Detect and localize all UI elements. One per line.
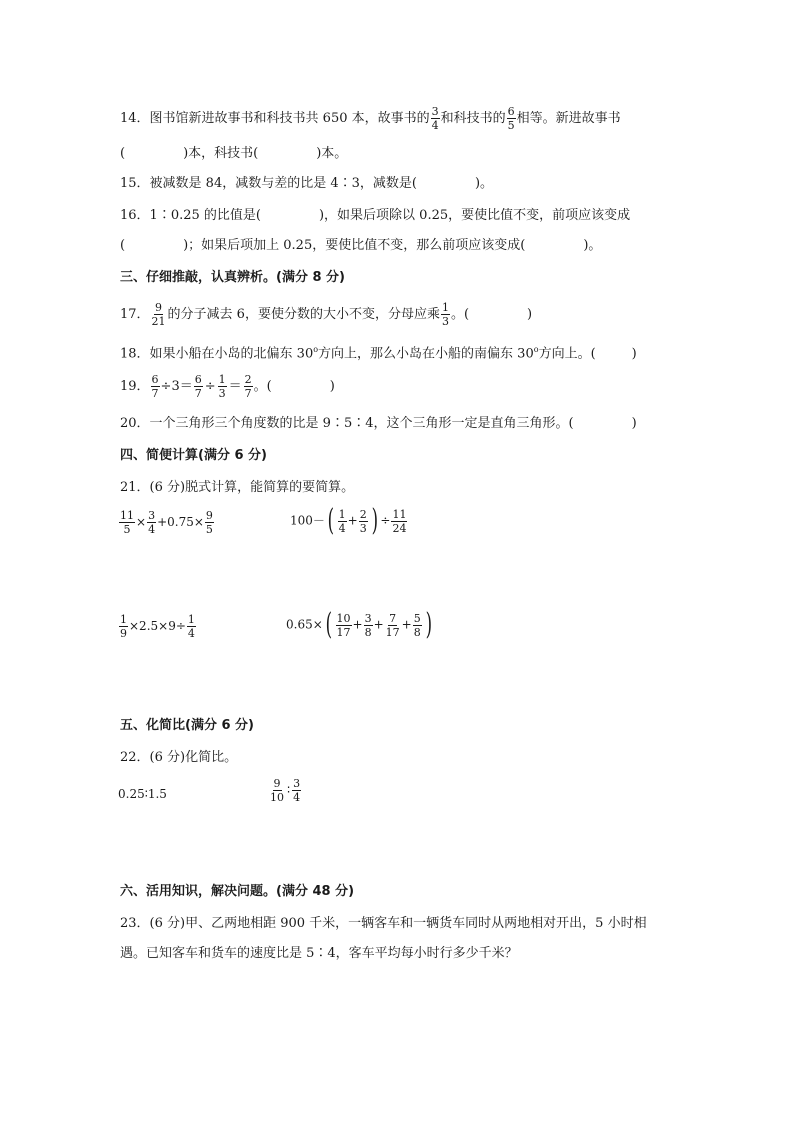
denominator: 17	[385, 625, 400, 639]
text: )。	[474, 176, 494, 191]
numerator: 3	[293, 777, 301, 790]
numerator: 3	[431, 105, 439, 118]
section-5-heading: 五、化简比(满分 6 分)	[120, 718, 254, 733]
denominator: 3	[218, 387, 226, 400]
text: )本。	[316, 146, 348, 161]
text: )	[631, 416, 637, 431]
fraction	[364, 613, 373, 638]
text: 相等。新进故事书	[516, 111, 621, 126]
denominator: 24	[392, 521, 407, 535]
text: (	[120, 238, 126, 253]
numerator: 1	[120, 613, 127, 626]
text: )	[527, 307, 533, 322]
denominator: 7	[244, 387, 252, 400]
text: (	[120, 146, 126, 161]
operator: ×2.5×9÷	[129, 619, 186, 633]
expression-21-2	[290, 503, 408, 538]
operator: +	[347, 513, 358, 528]
numerator: 1	[218, 373, 226, 386]
numerator: 9	[155, 301, 163, 314]
fraction	[119, 510, 135, 535]
expression-21-4	[286, 607, 434, 642]
fraction	[359, 509, 368, 534]
text: 18．如果小船在小岛的北偏东 30	[120, 346, 314, 362]
numerator: 10	[336, 611, 351, 625]
text: )。	[583, 238, 602, 253]
text: )，如果后项除以 0.25，要使比值不变，前项应该变成	[318, 208, 631, 223]
left-paren: (	[325, 607, 332, 642]
question-16-line-1	[120, 206, 630, 226]
numerator: 5	[413, 611, 421, 625]
text: )本，科技书(	[183, 146, 259, 161]
fraction	[269, 778, 285, 803]
denominator: 3	[441, 315, 449, 328]
text: 22．(6 分)化简比。	[120, 750, 238, 765]
text: 16．1∶0.25 的比值是(	[120, 208, 261, 223]
question-23-line-1: 23．(6 分)甲、乙两地相距 900 千米，一辆客车和一辆货车同时从两地相对开出，5 小时相	[120, 916, 647, 931]
text: 。(	[253, 379, 272, 394]
denominator: 5	[123, 523, 131, 536]
fraction	[385, 613, 401, 638]
operator: 0.65×	[286, 617, 323, 632]
fraction	[205, 510, 214, 535]
question-16-line-2	[120, 236, 601, 256]
denominator: 7	[151, 387, 159, 400]
text: )	[631, 346, 637, 362]
operator: ×	[136, 515, 147, 529]
numerator: 11	[392, 507, 407, 521]
question-23-line-2: 遇。已知客车和货车的速度比是 5∶4，客车平均每小时行多少千米？	[120, 946, 518, 961]
fraction	[441, 302, 450, 327]
text: 方向上。(	[538, 346, 596, 362]
question-22	[120, 748, 237, 768]
numerator: 2	[244, 373, 252, 386]
fraction	[147, 510, 156, 535]
denominator: 3	[359, 521, 367, 535]
question-21	[120, 478, 354, 498]
numerator: 1	[338, 507, 346, 521]
text: )；如果后项加上 0.25，要使比值不变，那么前项应该变成(	[183, 238, 526, 253]
fraction	[119, 614, 128, 639]
numerator: 7	[389, 611, 397, 625]
text: ÷3＝	[160, 379, 193, 394]
fraction	[292, 778, 301, 803]
numerator: 1	[187, 613, 195, 626]
fraction	[413, 613, 422, 638]
text: 和科技书的	[440, 111, 506, 126]
operator: ＝	[228, 379, 242, 394]
text: 21．(6 分)脱式计算，能简算的要简算。	[120, 480, 355, 495]
question-17	[120, 302, 532, 327]
denominator: 4	[293, 791, 301, 804]
text: 15．被减数是 84，减数与差的比是 4∶3，减数是(	[120, 176, 417, 191]
fraction	[244, 374, 253, 399]
denominator: 17	[336, 625, 351, 639]
denominator: 21	[151, 315, 166, 328]
numerator: 6	[151, 373, 159, 386]
fraction	[194, 374, 203, 399]
denominator: 9	[120, 627, 127, 640]
numerator: 3	[148, 509, 156, 522]
operator: 100－	[290, 513, 325, 528]
question-20	[120, 414, 637, 434]
numerator: 2	[359, 507, 367, 521]
text: 的分子减去 6，要使分数的大小不变，分母应乘	[167, 307, 440, 322]
operator: +0.75×	[157, 515, 204, 529]
numerator: 3	[364, 611, 372, 625]
fraction	[187, 614, 196, 639]
fraction	[336, 613, 352, 638]
section-4-heading: 四、简便计算(满分 6 分)	[120, 448, 267, 463]
numerator: 6	[507, 105, 515, 118]
question-14-line-2	[120, 144, 347, 164]
operator: ÷	[204, 379, 216, 394]
denominator: 5	[205, 523, 213, 536]
denominator: 4	[187, 627, 195, 640]
numerator: 1	[441, 301, 449, 314]
question-number: 17．	[120, 307, 150, 322]
denominator: 8	[413, 625, 421, 639]
question-19	[120, 374, 335, 399]
numerator: 6	[194, 373, 202, 386]
numerator: 11	[120, 509, 134, 522]
question-15	[120, 174, 493, 194]
operator: ÷	[380, 513, 391, 528]
right-paren: )	[425, 607, 432, 642]
fraction	[391, 509, 407, 534]
numerator: 9	[205, 509, 213, 522]
expression-21-3	[118, 614, 197, 639]
denominator: 4	[338, 521, 346, 535]
question-number: 19．	[120, 379, 150, 394]
section-6-heading: 六、活用知识，解决问题。(满分 48 分)	[120, 884, 355, 899]
section-3-heading: 三、仔细推敲，认真辨析。(满分 8 分)	[120, 270, 345, 285]
denominator: 10	[270, 791, 284, 804]
text: 20．一个三角形三个角度数的比是 9∶5∶4，这个三角形一定是直角三角形。(	[120, 416, 574, 431]
operator: ∶	[287, 783, 291, 797]
expression-22-2	[268, 778, 302, 803]
denominator: 5	[507, 119, 515, 132]
question-18	[120, 340, 637, 364]
fraction	[151, 302, 167, 327]
denominator: 4	[431, 119, 439, 132]
denominator: 8	[364, 625, 372, 639]
fraction	[338, 509, 347, 534]
operator: +	[373, 617, 384, 632]
left-paren: (	[327, 503, 334, 538]
question-number: 14．	[120, 111, 150, 126]
text: 图书馆新进故事书和科技书共 650 本，故事书的	[149, 111, 430, 126]
operator: +	[352, 617, 363, 632]
degree-symbol: o	[313, 345, 319, 354]
text: 。(	[450, 307, 470, 322]
numerator: 9	[273, 777, 281, 790]
degree-symbol: o	[533, 345, 539, 354]
denominator: 7	[194, 387, 202, 400]
text: 方向上，那么小岛在小船的南偏东 30	[318, 346, 534, 362]
expression-22-1: 0.25∶1.5	[118, 787, 167, 801]
operator: +	[401, 617, 412, 632]
question-14-line-1	[120, 106, 621, 131]
right-paren: )	[371, 503, 378, 538]
fraction	[507, 106, 516, 131]
fraction	[151, 374, 160, 399]
text: )	[329, 379, 335, 394]
expression-21-1	[118, 510, 215, 535]
fraction	[218, 374, 227, 399]
denominator: 4	[148, 523, 156, 536]
fraction	[431, 106, 440, 131]
